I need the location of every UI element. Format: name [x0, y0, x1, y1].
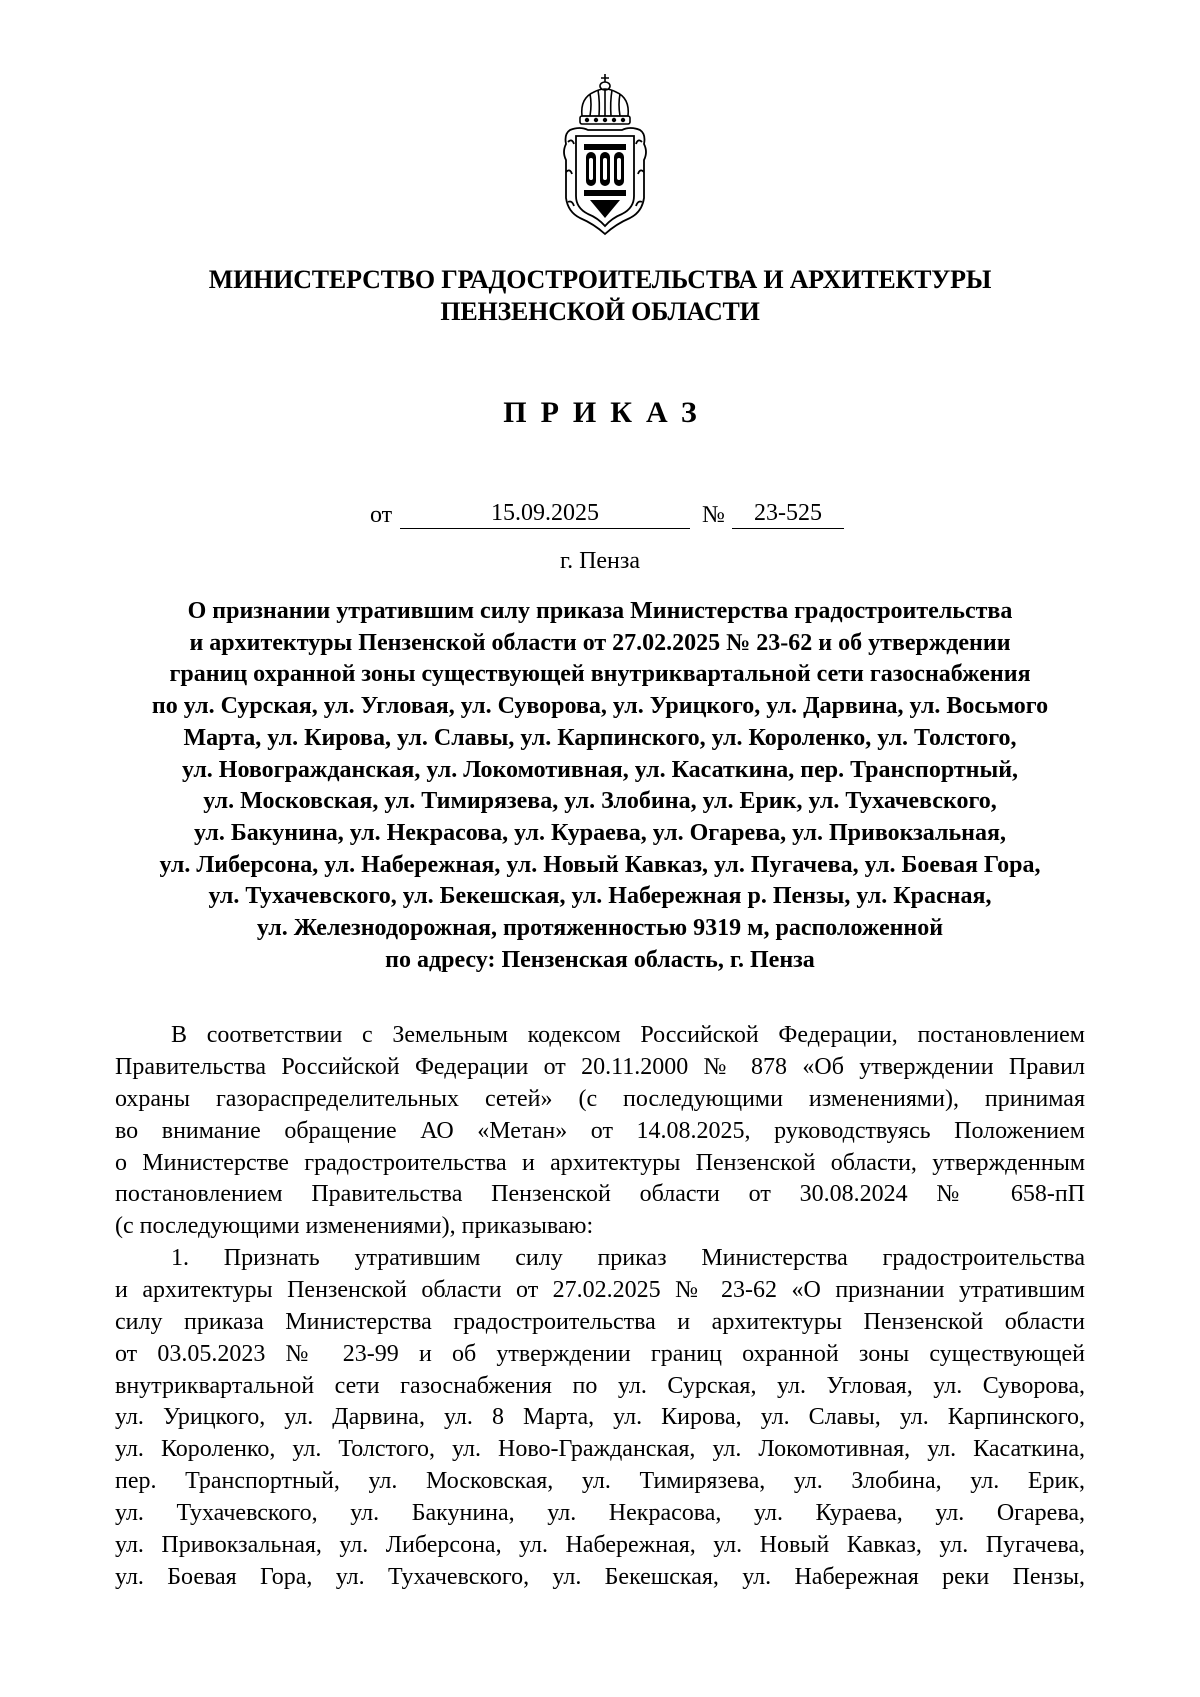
preamble-line: (с последующими изменениями), приказываю:	[115, 1213, 594, 1240]
ministry-name-line-1: МИНИСТЕРСТВО ГРАДОСТРОИТЕЛЬСТВА И АРХИТЕКТУРЫ	[208, 265, 992, 294]
city-name: г. Пенза	[559, 548, 641, 574]
document-type-heading: ПРИКАЗ	[503, 396, 711, 429]
item-1-line: силу приказа Министерства градостроительства и архитектуры Пензенской области	[115, 1308, 1085, 1335]
item-1-line: ул. Тухачевского, ул. Бакунина, ул. Некрасова, ул. Кураева, ул. Огарева,	[115, 1500, 1085, 1527]
date-label: от	[370, 502, 393, 528]
item-1-line: ул. Боевая Гора, ул. Тухачевского, ул. Бекешская, ул. Набережная реки Пензы,	[115, 1563, 1085, 1590]
title-line: Марта, ул. Кирова, ул. Славы, ул. Карпинского, ул. Короленко, ул. Толстого,	[183, 724, 1017, 751]
preamble-line: Правительства Российской Федерации от 20.11.2000 № 878 «Об утверждении Правил	[115, 1053, 1085, 1080]
item-1-line: 1. Признать утратившим силу приказ Министерства градостроительства	[171, 1245, 1085, 1271]
coat-of-arms-emblem	[560, 72, 650, 236]
title-line: по адресу: Пензенская область, г. Пенза	[385, 946, 815, 973]
preamble-line: В соответствии с Земельным кодексом Российской Федерации, постановлением	[171, 1022, 1085, 1048]
order-date: 15.09.2025	[400, 498, 690, 529]
title-line: и архитектуры Пензенской области от 27.02.2025 № 23-62 и об утверждении	[189, 629, 1011, 656]
preamble-line: охраны газораспределительных сетей» (с последующими изменениями), принимая	[115, 1085, 1085, 1112]
preamble-line: о Министерстве градостроительства и архитектуры Пензенской области, утвержденным	[115, 1149, 1085, 1176]
title-line: границ охранной зоны существующей внутриквартальной сети газоснабжения	[169, 661, 1031, 688]
number-label: №	[702, 502, 725, 528]
title-line: по ул. Сурская, ул. Угловая, ул. Суворова, ул. Урицкого, ул. Дарвина, ул. Восьмого	[151, 693, 1049, 720]
ministry-name-line-2: ПЕНЗЕНСКОЙ ОБЛАСТИ	[440, 297, 760, 326]
item-1-line: пер. Транспортный, ул. Московская, ул. Тимирязева, ул. Злобина, ул. Ерик,	[115, 1468, 1085, 1495]
preamble-paragraph	[115, 1020, 1085, 1243]
item-1-line: от 03.05.2023 № 23-99 и об утверждении границ охранной зоны существующей	[115, 1340, 1085, 1367]
item-1-line: и архитектуры Пензенской области от 27.02.2025 № 23-62 «О признании утратившим	[115, 1276, 1085, 1303]
order-number: 23-525	[732, 498, 844, 529]
title-line: ул. Тухачевского, ул. Бекешская, ул. Набережная р. Пензы, ул. Красная,	[208, 883, 992, 910]
title-line: ул. Либерсона, ул. Набережная, ул. Новый Кавказ, ул. Пугачева, ул. Боевая Гора,	[159, 851, 1041, 878]
title-line: ул. Железнодорожная, протяженностью 9319 м, расположенной	[256, 915, 944, 942]
title-line: О признании утратившим силу приказа Министерства градостроительства	[187, 598, 1013, 624]
title-line: ул. Бакунина, ул. Некрасова, ул. Кураева, ул. Огарева, ул. Привокзальная,	[194, 819, 1006, 846]
preamble-line: во внимание обращение АО «Метан» от 14.08.2025, руководствуясь Положением	[115, 1117, 1085, 1144]
title-line: ул. Новогражданская, ул. Локомотивная, ул. Касаткина, пер. Транспортный,	[181, 756, 1019, 783]
preamble-line: постановлением Правительства Пензенской области от 30.08.2024 № 658-пП	[115, 1181, 1085, 1208]
item-1-line: ул. Урицкого, ул. Дарвина, ул. 8 Марта, ул. Кирова, ул. Славы, ул. Карпинского,	[115, 1404, 1085, 1431]
item-1-line: ул. Короленко, ул. Толстого, ул. Ново-Гражданская, ул. Локомотивная, ул. Касаткина,	[115, 1436, 1085, 1463]
item-1-line: ул. Привокзальная, ул. Либерсона, ул. Набережная, ул. Новый Кавказ, ул. Пугачева,	[115, 1532, 1085, 1559]
item-1-line: внутриквартальной сети газоснабжения по ул. Сурская, ул. Угловая, ул. Суворова,	[115, 1372, 1085, 1399]
order-title	[100, 596, 1100, 976]
item-1-paragraph	[115, 1243, 1085, 1594]
title-line: ул. Московская, ул. Тимирязева, ул. Злобина, ул. Ерик, ул. Тухачевского,	[203, 788, 997, 815]
